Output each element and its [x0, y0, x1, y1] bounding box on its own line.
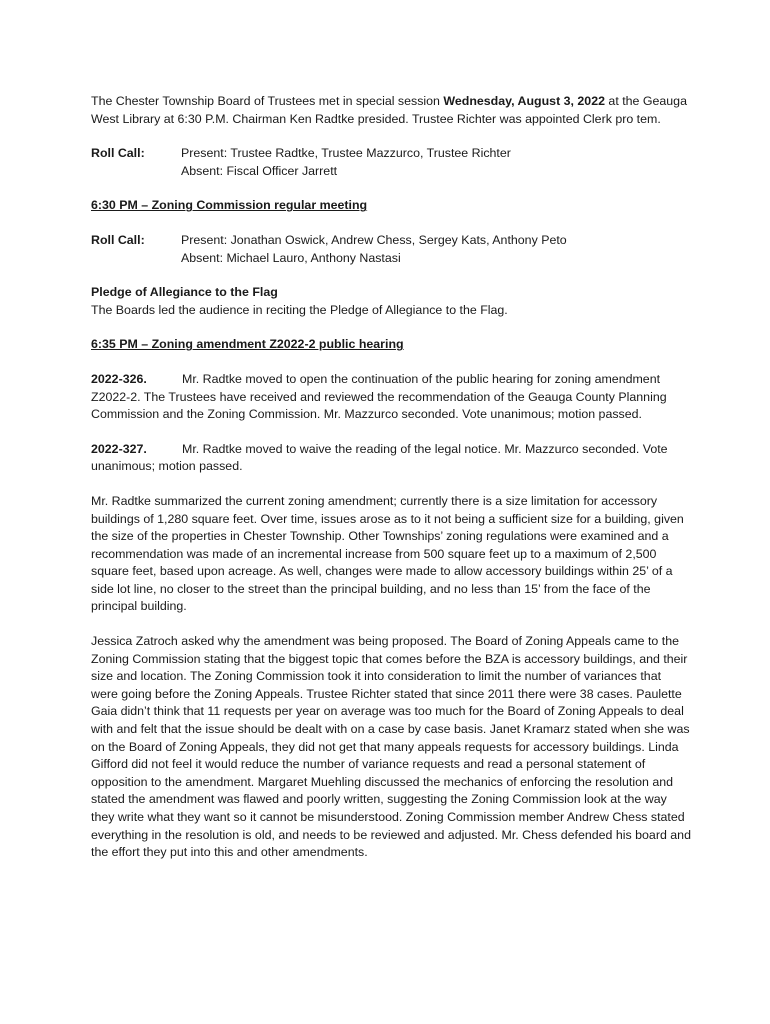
motion-2022-327 [91, 441, 691, 476]
absent-list: Absent: Fiscal Officer Jarrett [181, 163, 338, 178]
motion-2022-326 [91, 371, 691, 424]
public-hearing-heading: 6:35 PM – Zoning amendment Z2022-2 public hearing [91, 337, 404, 352]
absent-list: Absent: Michael Lauro, Anthony Nastasi [181, 250, 401, 265]
motion-text: Mr. Radtke moved to open the continuation of the public hearing for zoning amendment Z2022-2. The Trustees have received and reviewed the recommendation of the Geauga County Planning Commission and the Zoning Commission. Mr. Mazzurco seconded. Vote unanimous; motion passed. [91, 371, 667, 422]
summary-paragraph: Mr. Radtke summarized the current zoning amendment; currently there is a size limitation for accessory buildings of 1,280 square feet. Over time, issues arose as to it not being a sufficient size for a building, given the size of the properties in Chester Township. Other Townships’ zoning regulations were examined and a recommendation was made of an incremental increase from 500 square feet up to a maximum of 2,500 square feet, based upon acreage. As well, changes were made to allow accessory buildings within 25’ of a side lot line, no closer to the street than the principal building, and no less than 15’ from the face of the principal building. [91, 493, 684, 614]
pledge-heading: Pledge of Allegiance to the Flag [91, 285, 278, 300]
roll-call-label: Roll Call: [91, 146, 145, 161]
motion-number: 2022-327. [91, 441, 147, 456]
roll-call-zoning [91, 232, 691, 267]
zoning-commission-heading: 6:30 PM – Zoning Commission regular meeting [91, 198, 368, 213]
intro-text: The Chester Township Board of Trustees met in special session [91, 94, 444, 108]
present-list: Present: Trustee Radtke, Trustee Mazzurco, Trustee Richter [181, 146, 511, 161]
motion-text: Mr. Radtke moved to waive the reading of the legal notice. Mr. Mazzurco seconded. Vote unanimous; motion passed. [91, 441, 668, 474]
roll-call-trustees [91, 145, 691, 180]
motion-number: 2022-326. [91, 371, 147, 386]
meeting-date: Wednesday, August 3, 2022 [443, 94, 605, 108]
pledge-text: The Boards led the audience in reciting the Pledge of Allegiance to the Flag. [91, 302, 508, 317]
present-list: Present: Jonathan Oswick, Andrew Chess, Sergey Kats, Anthony Peto [181, 232, 567, 247]
discussion-paragraph: Jessica Zatroch asked why the amendment was being proposed. The Board of Zoning Appeals came to the Zoning Commission stating that the biggest topic that comes before the BZA is accessory buildings, and their size and location. The Zoning Commission took it into consideration to limit the number of variances that were going before the Zoning Appeals. Trustee Richter stated that since 2011 there were 38 cases. Paulette Gaia didn’t think that 11 requests per year on average was too much for the Board of Zoning Appeals to deal with and felt that the issue should be dealt with on a case by case basis. Janet Kramarz stated when she was on the Board of Zoning Appeals, they did not get that many appeals requests for accessory buildings. Linda Gifford did not feel it would reduce the number of variance requests and read a personal statement of opposition to the amendment. Margaret Muehling discussed the mechanics of enforcing the resolution and stated the amendment was flawed and poorly written, suggesting the Zoning Commission look at the way they write what they want so it cannot be misunderstood. Zoning Commission member Andrew Chess stated everything in the resolution is old, and needs to be reviewed and adjusted. Mr. Chess defended his board and the effort they put into this and other amendments. [91, 634, 691, 860]
roll-call-label: Roll Call: [91, 232, 145, 247]
intro-text-continued: at the Geauga West Library at 6:30 P.M. Chairman Ken Radtke presided. Trustee Richter was appointed Clerk pro tem. [91, 94, 687, 126]
intro-paragraph [91, 93, 691, 128]
minutes-page [91, 93, 691, 862]
